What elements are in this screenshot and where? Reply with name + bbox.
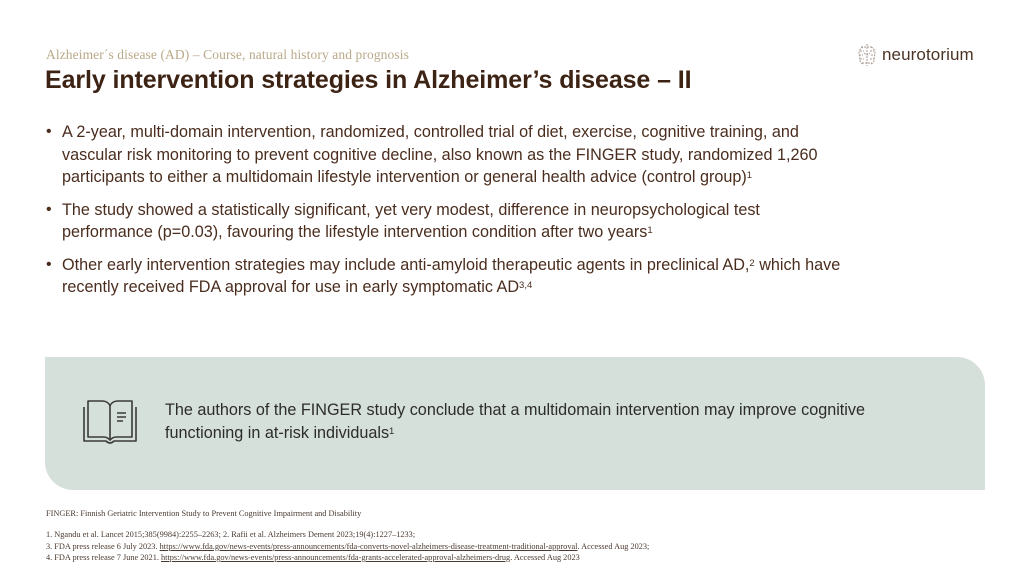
bullet-item-finger-trial bbox=[46, 121, 846, 189]
callout-text bbox=[165, 399, 925, 444]
brand-logo bbox=[857, 43, 974, 67]
reference-suffix: . Accessed Aug 2023; bbox=[577, 541, 650, 551]
bullet-dot-icon: • bbox=[46, 200, 52, 218]
page-title: Early intervention strategies in Alzheimer’s disease – II bbox=[45, 66, 692, 94]
brand-name: neurotorium bbox=[882, 45, 974, 64]
reference-3-link[interactable]: https://www.fda.gov/news-events/press-announcements/fda-converts-novel-alzheimers-disease-treatment-traditional-approval bbox=[159, 541, 578, 551]
bullet-dot-icon: • bbox=[46, 255, 52, 273]
reference-suffix: . Accessed Aug 2023 bbox=[510, 553, 580, 562]
reference-prefix: 4. FDA press release 7 June 2021. bbox=[46, 553, 161, 562]
bullet-dot-icon: • bbox=[46, 123, 52, 140]
reference-4 bbox=[46, 552, 649, 564]
citation-sup: 2 bbox=[749, 257, 755, 269]
open-book-icon bbox=[80, 397, 140, 445]
reference-1-2: 1. Ngandu et al. Lancet 2015;385(9984):2255–2263; 2. Rafii et al. Alzheimers Dement 2023;19(4):1227–1233; bbox=[46, 530, 416, 539]
bullet-item-study-result bbox=[46, 199, 846, 244]
reference-4-link[interactable]: https://www.fda.gov/news-events/press-announcements/fda-grants-accelerated-approval-alzheimers-drug bbox=[161, 553, 511, 562]
callout-body: The authors of the FINGER study conclude that a multidomain intervention may improve cognitive functioning in at-risk individuals bbox=[165, 401, 865, 442]
reference-prefix: 3. FDA press release 6 July 2023. bbox=[46, 541, 160, 551]
bullet-text: Other early intervention strategies may include anti-amyloid therapeutic agents in preclinical AD, bbox=[62, 255, 750, 274]
citation-sup: 1 bbox=[389, 425, 395, 437]
bullet-list bbox=[46, 121, 846, 309]
section-subtitle: Alzheimer´s disease (AD) – Course, natural history and prognosis bbox=[46, 47, 409, 62]
citation-sup: 1 bbox=[746, 170, 753, 181]
abbreviation-note: FINGER: Finnish Geriatric Intervention Study to Prevent Cognitive Impairment and Disability bbox=[46, 509, 362, 518]
bullet-text: The study showed a statistically significant, yet very modest, difference in neuropsychological test performance (p=0.03), favouring the lifestyle intervention condition after two years bbox=[62, 200, 760, 241]
bullet-item-other-strategies bbox=[46, 254, 846, 299]
citation-sup: 1 bbox=[647, 225, 653, 236]
conclusion-callout bbox=[45, 357, 985, 490]
citation-sup: 3,4 bbox=[519, 280, 533, 291]
footnotes bbox=[46, 508, 649, 564]
reference-3 bbox=[46, 541, 649, 553]
brain-grid-icon bbox=[857, 43, 877, 67]
bullet-text: A 2-year, multi-domain intervention, randomized, controlled trial of diet, exercise, cognitive training, and vascular risk monitoring to prevent cognitive decline, also known as the FINGER study, randomized 1,260 participants to either a multidomain lifestyle intervention or general health advice (control group) bbox=[62, 123, 818, 186]
bullet-text: which have recently received FDA approval for use in early symptomatic AD bbox=[62, 255, 841, 296]
